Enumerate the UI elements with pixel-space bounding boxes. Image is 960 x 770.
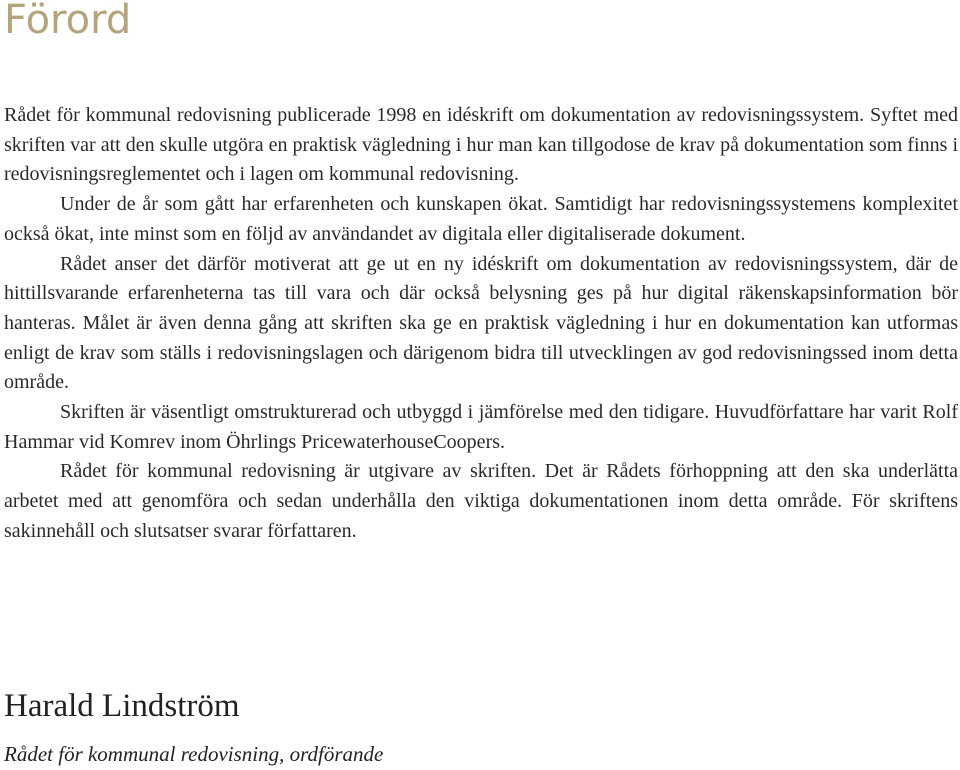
paragraph-2: Under de år som gått har erfarenheten och kunskapen ökat. Samtidigt har redovisningssystemens komplexitet också ökat, inte minst som en följd av användandet av digitala eller digitaliserade dokument. <box>4 193 958 245</box>
signature-role: Rådet för kommunal redovisning, ordförande <box>4 742 384 766</box>
paragraph-4: Skriften är väsentligt omstrukturerad och utbyggd i jämförelse med den tidigare. Huvudförfattare har varit Rolf Hammar vid Komrev inom Öhrlings PricewaterhouseCoopers. <box>4 401 958 453</box>
preface-body <box>4 101 958 547</box>
paragraph-3: Rådet anser det därför motiverat att ge ut en ny idéskrift om dokumentation av redovisningssystem, där de hittillsvarande erfarenheterna tas till vara och där också belysning ges på hur digital räkenskapsinformation bör hanteras. Målet är även denna gång att skriften ska ge en praktisk vägledning i hur en dokumentation kan utformas enligt de krav som ställs i redovisningslagen och därigenom bidra till utvecklingen av god redovisningssed inom detta område. <box>4 252 958 394</box>
page-title: Förord <box>4 0 132 43</box>
paragraph-5: Rådet för kommunal redovisning är utgivare av skriften. Det är Rådets förhoppning att den ska underlätta arbetet med att genomföra och sedan underhålla den viktiga dokumentationen inom detta område. För skriftens sakinnehåll och slutsatser svarar författaren. <box>4 460 958 542</box>
paragraph-1: Rådet för kommunal redovisning publicerade 1998 en idéskrift om dokumentation av redovisningssystem. Syftet med skriften var att den skulle utgöra en praktisk vägledning i hur man kan tillgodose de krav på dokumentation som finns i redovisningsreglementet och i lagen om kommunal redovisning. <box>4 104 958 186</box>
signature-name: Harald Lindström <box>4 688 240 724</box>
